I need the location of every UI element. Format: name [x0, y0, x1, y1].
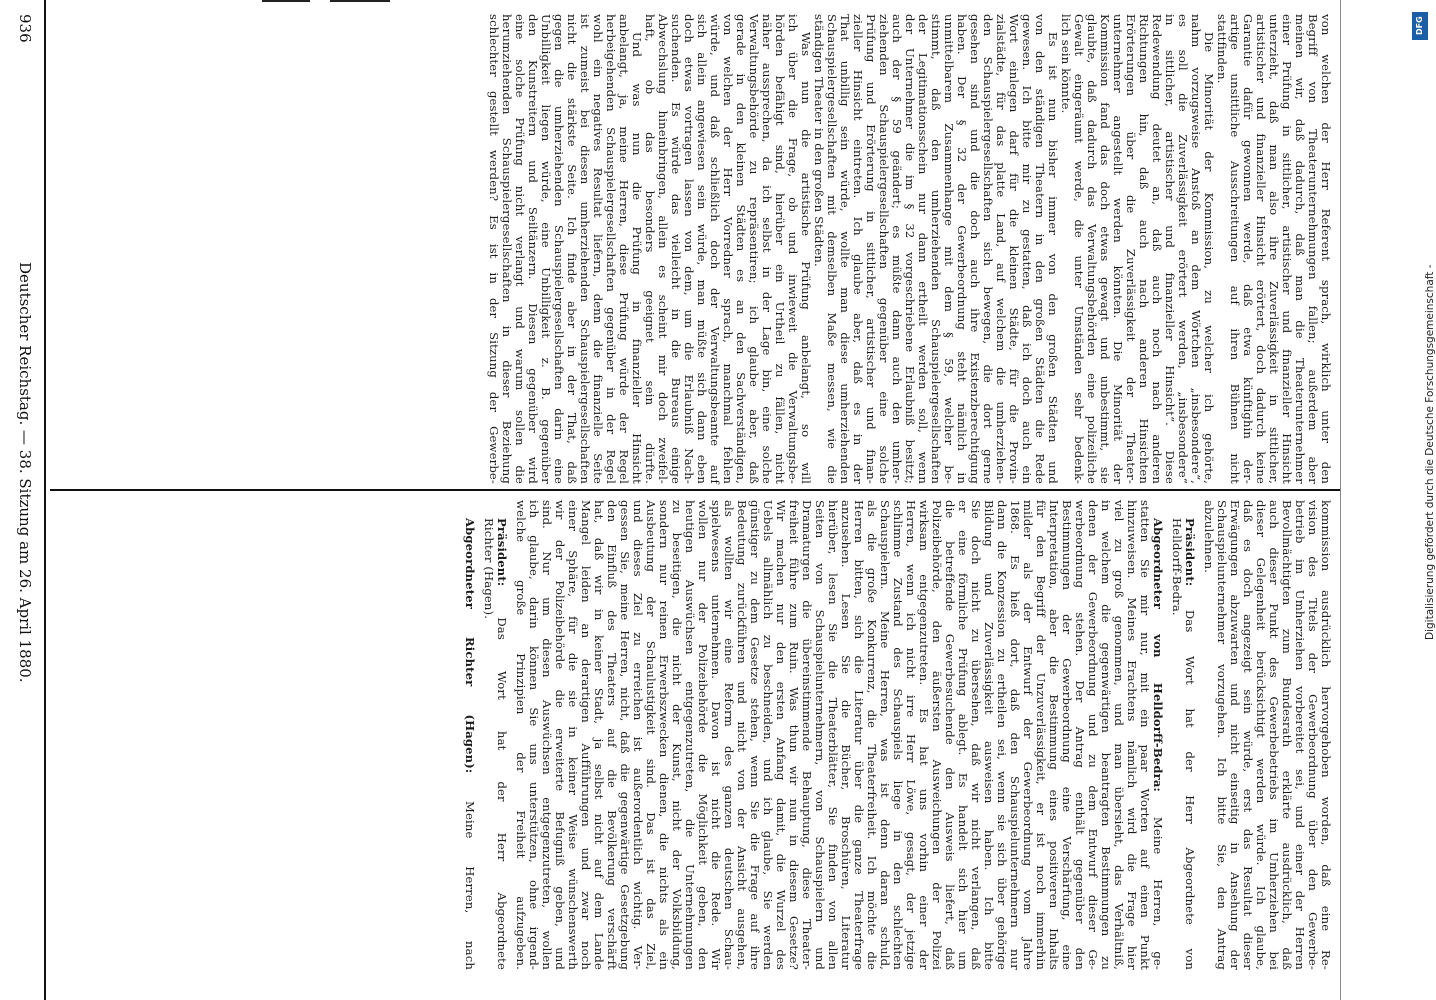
text-line: gessen Sie, meine Herren, nicht, daß die gegenwärtige Gesetzgebung	[618, 500, 632, 970]
text-line: Präsident: Das Wort hat der Herr Abgeordnete	[495, 518, 509, 970]
text-line: Bestimmungen der Gewerbeordnung eine Verschärfung, eine	[1060, 500, 1074, 970]
text-line: lich sein könnte.	[1059, 14, 1073, 114]
scan-edge-mark	[262, 0, 310, 2]
speaker-label: Präsident:	[1183, 518, 1197, 587]
text-line: auch der § 59 geändert; es müßte dann auch den umher-	[890, 14, 904, 484]
scan-edge-mark	[330, 0, 390, 2]
text-line: haben. Der § 32 der Gewerbeordnung steht nämlich in	[955, 14, 969, 484]
dfg-logo	[1412, 12, 1428, 40]
text-line: betrieb im Umherziehen vorbereitet sei, und einer der Herren	[1293, 500, 1307, 970]
text-line: der Legitimationsschein nur dann ertheilt werden soll, wenn	[916, 14, 930, 484]
text-line: in welchem die gegenwärtigen beantragten Bestimmungen zu	[1099, 500, 1113, 970]
text-line: Sie doch nicht zu übersehen, daß wir nicht verlangen, daß	[969, 500, 983, 970]
text-line: wohl ein negatives Resultat liefern, denn die finanzielle Seite	[591, 14, 605, 484]
text-line: Herren bitten, sich die Literatur über die ganze Theaterfrage	[852, 500, 866, 970]
text-line: Und was nun die Prüfung in finanzieller Hinsicht	[630, 32, 644, 484]
text-line: Garantie dafür gewonnen werde, daß etwa künftighin der-	[1241, 14, 1255, 484]
text-line: doch etwas vortragen lassen von dem, um die Erlaubniß Nach-	[682, 14, 696, 484]
text-line: herbeigehenden Schauspielergesellschaften gegenüber in der Regel	[604, 14, 618, 484]
text-line: von den ständigen Theatern in den großen Städten die Rede	[1033, 14, 1047, 484]
text-line: er eine förmliche Prüfung ablegt. Es handelt sich hier um	[956, 500, 970, 970]
text-line: Was nun die artistische Prüfung anbelangt, so will	[799, 32, 813, 484]
text-line: Helldorff-Bedra.	[1170, 518, 1184, 616]
text-line: von welchen der Herr Vorredner sprach, manchmal fehlen	[721, 14, 735, 484]
text-line: die betreffende Gewerbesuchende den Ausweis liefert, daß	[943, 500, 957, 970]
header-rule	[44, 0, 46, 1000]
text-line: sondern nur reinen Erwerbszwecken dienen, die nichts als ein	[657, 500, 671, 970]
text-line: artige unsittliche Ausschreitungen auf ihren Bühnen nicht	[1228, 14, 1242, 484]
text-line: günstiger zu dem Gesetze stehen, wenn Sie die Frage auf ihre	[748, 500, 762, 970]
text-line: welche große Prinzipien der Freiheit aufzugeben.	[514, 500, 528, 970]
text-line: den Schauspielergesellschaften sich bewegen, die dort gerne	[981, 14, 995, 484]
text-line: würde, und daß schließlich doch der Verwaltungsbeamte auf	[708, 14, 722, 484]
text-line: nahm vorzugsweise Anstoß an dem Wörtchen „insbesondere“,	[1189, 14, 1203, 484]
text-line: Abgeordneter Richter (Hagen): Meine Herren, nach	[463, 518, 477, 970]
text-line: dann die Konzession zu ertheilen sei, wenn sie sich über gehörige	[995, 500, 1009, 970]
text-line: Uebels allmählich zu beschneiden, und ich glaube, Sie werden	[761, 500, 775, 970]
text-line: abzulehnen.	[1202, 500, 1216, 574]
speaker-label: Abgeordneter von Helldorff-Bedra:	[1151, 518, 1165, 792]
text-line: ist zumeist bei diesen umherziehenden Schauspielergesellschaften	[578, 14, 592, 484]
speaker-label: Abgeordneter Richter (Hagen):	[463, 518, 477, 774]
text-line: Richtungen hin, daß auch nach anderen Hinsichten	[1137, 14, 1151, 484]
text-line: Bevollmächtigten zum Bundesrath erklärte ausdrücklich, daß	[1280, 500, 1294, 970]
text-line: anzusehen. Lesen Sie die Bücher, Broschüren, Literatur	[839, 500, 853, 970]
text-line: Unbilligkeit liegen würde, eine Unbilligkeit z. B. gegenüber	[539, 14, 553, 484]
page-number: 936	[16, 14, 34, 43]
text-line: meinen wir, daß dadurch, daß man die Theaterunternehmer	[1293, 14, 1307, 484]
text-column-right	[463, 500, 1332, 970]
section-rule	[1340, 0, 1341, 1000]
text-line: milder als der Entwurf der Gewerbeordnung vom Jahre	[1021, 500, 1035, 970]
text-line: hinzuweisen. Meines Erachtens nämlich wird die Frage hier	[1125, 500, 1139, 970]
text-line: den Einfluß des Theaters auf die Bevölkerung verschärft	[605, 500, 619, 970]
text-line: spielwesens unternehmen. Davon ist nicht die Rede. Wir	[709, 500, 723, 970]
text-line: statten Sie mir nur, mit ein paar Worten auf einen Punkt	[1138, 500, 1152, 970]
digitization-credit	[1424, 264, 1436, 640]
text-line: den Kunstreitern und Seiltänzern. Diesen gegenüber wird	[526, 14, 540, 484]
text-line: als wollten wir eine Reform des ganzen deutschen Schau-	[722, 500, 736, 970]
text-line: ständigen Theater in den großen Städten.	[812, 14, 826, 267]
text-line: in sittlicher, artistischer und finanzieller Hinsicht“. Diese	[1163, 14, 1177, 484]
text-line: Präsident: Das Wort hat der Herr Abgeordnete von	[1183, 518, 1197, 970]
text-line: ziehenden Schauspielergesellschaften gegenüber eine solche	[877, 14, 891, 484]
text-line: stimmt, daß den umherziehenden Schauspielergesellschaften	[929, 14, 943, 484]
text-line: vision des Titels der Gewerbeordnung über den Gewerbe-	[1306, 500, 1320, 970]
text-line: denen der Gewerbeordnung und zu dem Entwurf dieser Ge-	[1086, 500, 1100, 970]
text-line: wirksam entgegenzutreten. Es hat uns vorhin einer der	[917, 500, 931, 970]
running-title	[16, 262, 34, 962]
text-line: viel zu groß genommen, und man übersieht, das Verhältniß,	[1112, 500, 1126, 970]
text-line: unmittelbarem Zusammenhange mit dem § 59, welcher be-	[942, 14, 956, 484]
text-line: Redewendung deutet an, daß auch noch nach anderen	[1150, 14, 1164, 484]
text-line: sich allein angewiesen sein würde, man müßte sich dann eben	[695, 14, 709, 484]
text-line: zialstädte, für das platte Land, auf welchem die umherziehen-	[994, 14, 1008, 484]
running-title-text: Deutscher Reichstag. — 38. Sitzung am 26. April 1880.	[16, 262, 34, 683]
text-line: suchenden. Es würde das vielleicht in die Bureaus einige	[669, 14, 683, 484]
text-line: gerade in den kleinen Städten es an den Sachverständigen,	[734, 14, 748, 484]
text-line: eine solche Prüfung nicht verlangt und warum sollen die	[513, 14, 527, 484]
text-line: gegen die umherziehenden Schauspielergesellschaften darin eine	[552, 14, 566, 484]
text-line: Schauspielergesellschaften mit demselben Maße messen, wie die	[825, 14, 839, 484]
text-line: ich über die Frage, ob und inwieweit die Verwaltungsbe-	[786, 14, 800, 484]
text-line: Richter (Hagen).	[482, 518, 496, 620]
text-line: Schauspielunternehmer vorzugehen. Ich bitte Sie, den Antrag	[1215, 500, 1229, 970]
text-line: gesehen sind und die doch auch ihre Existenzberechtigung	[968, 14, 982, 484]
text-line: haft, ob das besonders geeignet sein dürfte.	[643, 14, 657, 484]
text-line: Abgeordneter von Helldorff-Bedra: Meine Herren, ge-	[1151, 518, 1165, 971]
text-line: Bildung und Zuverlässigkeit ausweisen haben. Ich bitte	[982, 500, 996, 970]
text-line: anbelangt, ja, meine Herren, diese Prüfung würde der Regel	[617, 14, 631, 484]
text-line: Wort einlegen darf für die kleinen Städte, für die Provin-	[1007, 14, 1021, 484]
text-line: Ausbeutung der Schaulustigkeit sind. Das ist das Ziel,	[644, 500, 658, 970]
text-line: Schauspielern. Meine Herren, was ist denn daran schuld,	[878, 500, 892, 970]
text-line: schlimme Zustand des Schauspiels liege in den schlechten	[891, 500, 905, 970]
text-line: hierüber, lesen Sie die Theaterblätter, Sie finden von allen	[826, 500, 840, 970]
text-line: Dramaturgen die übereinstimmende Behauptung, diese Theater-	[800, 500, 814, 970]
text-line: von welchen der Herr Referent sprach, wirklich unter den	[1319, 14, 1333, 484]
text-line: freiheit führe zum Ruin. Was thun wir nun in diesem Gesetze?	[787, 500, 801, 970]
text-line: auch dieser Punkt des Gewerbebetriebs im Umherziehen bei	[1267, 500, 1281, 970]
text-line: als die große Konkurrenz, die Theaterfreiheit. Ich möchte die	[865, 500, 879, 970]
text-line: Prüfung und Erörterung in sittlicher, artistischer und finan-	[864, 14, 878, 484]
text-line: kommission ausdrücklich hervorgehoben worden, daß eine Re-	[1319, 500, 1333, 970]
column-divider	[50, 489, 1340, 491]
text-line: Erwägungen abzuwarten und nicht einseitig in Ansehung der	[1228, 500, 1242, 970]
text-line: daß es doch angezeigt sein würde, erst das Resultat dieser	[1241, 500, 1255, 970]
text-line: zu beseitigen, die nicht der Kunst, nicht der Volksbildung,	[670, 500, 684, 970]
text-line: unterzieht, daß man also ihre Zuverlässigkeit in sittlicher,	[1267, 14, 1281, 484]
text-line: Seiten von Schauspielunternehmern, von Schauspielern und	[813, 500, 827, 970]
text-line: es soll die Zuverlässigkeit erörtert werden, „insbesondere“	[1176, 14, 1190, 484]
text-line: ich glaube, darin können Sie uns unterstützen, ohne irgend-	[527, 500, 541, 970]
text-line: Bedeutung zurückführen und nicht von der Ansicht ausgehen,	[735, 500, 749, 970]
text-line: Mangel leiden an derartigen Aufführungen und zwar noch	[579, 500, 593, 970]
text-line: schlechter gestellt werden? Es ist in der Sitzung der Gewerbe-	[487, 14, 501, 484]
dfg-logo-text: DFG	[1415, 16, 1424, 36]
text-line: unternehmer angestellt werden könnten. Die Minorität der	[1111, 14, 1125, 484]
text-line: der Unternehmer die im § 32 vorgeschriebene Erlaubniß besitzt;	[903, 14, 917, 484]
text-line: zieller Hinsicht eintreten. Ich glaube aber, daß es in der	[851, 14, 865, 484]
text-line: für den Begriff der Unzuverlässigkeit, er ist noch immerhin	[1034, 500, 1048, 970]
text-line: gewesen. Ich bitte mir zu gestatten, daß ich doch auch ein	[1020, 14, 1034, 484]
text-line: Verwaltungsbehörde zu repräsentiren; ich glaube aber, daß	[747, 14, 761, 484]
text-line: Herren, wenn ich nicht irre Herr Löwe, gesagt, der jetzige	[904, 500, 918, 970]
text-line: That unbillig sein würde, wollte man diese umherziehenden	[838, 14, 852, 484]
text-line: 1868. Es hieß dort, daß den Schauspielunternehmern nur	[1008, 500, 1022, 970]
text-line: näher aussprechen, da ich selbst in der Lage bin, eine solche	[760, 14, 774, 484]
text-line: Gewalt eingeräumt werde, die unter Umständen sehr bedenk-	[1072, 14, 1086, 484]
text-line: sind. Nur um diesen Auswüchsen entgegenzutreten, wollen	[540, 500, 554, 970]
text-line: wollen nur der Polizeibehörde die Möglichkeit geben, den	[696, 500, 710, 970]
text-line: herumziehenden Schauspielergesellschaften in dieser Beziehung	[500, 14, 514, 484]
text-line: stattfinden.	[1215, 14, 1229, 84]
text-line: Begriff von Theaterunternehmungen fallen; außerdem aber	[1306, 14, 1320, 484]
text-line: hat, daß wir in keiner Stadt, ja selbst nicht auf dem Lande	[592, 500, 606, 970]
text-line: nicht die stärkste Seite. Ich finde aber in der That, daß	[565, 14, 579, 484]
text-line: wir der Polizeibehörde die erweiterte Befugniß geben, und	[553, 500, 567, 970]
speaker-label: Präsident:	[495, 518, 509, 587]
credit-text: Digitalisierung gefördert durch die Deutsche Forschungsgemeinschaft -	[1424, 264, 1436, 640]
text-line: Interpretation, aber die Bestimmung eines positiveren Inhalts	[1047, 500, 1061, 970]
text-line: einer Sphäre, für die sie in keiner Weise wünschenswerth	[566, 500, 580, 970]
text-line: Polizeibehörde, den äußersten Ausweichungen der Polizei	[930, 500, 944, 970]
text-line: Es ist nun bisher immer von den großen Städten und	[1046, 32, 1060, 484]
text-line: dieser Gelegenheit berücksichtigt werden würde. Ich glaube,	[1254, 500, 1268, 970]
text-line: glaubte, daß dadurch das Verwaltungsbehörden eine polizeiliche	[1085, 14, 1099, 484]
text-line: einer Prüfung in sittlicher, artistischer und finanzieller Hinsicht	[1280, 14, 1294, 484]
text-column-left	[487, 14, 1332, 484]
text-line: artistischer und finanzieller Hinsicht erörtert, doch dadurch keine	[1254, 14, 1268, 484]
text-line: Die Minorität der Kommission, zu welcher ich gehörte,	[1202, 32, 1216, 484]
text-line: und dieses Ziel zu erreichen ist außerordentlich wichtig. Ver-	[631, 500, 645, 970]
text-line: hörden befähigt sind, hierüber ein Urtheil zu fällen, nicht	[773, 14, 787, 484]
text-line: Erörterungen über die Zuverlässigkeit der Theater-	[1124, 14, 1138, 484]
text-line: Kommission fand das doch etwas gewagt und unbestimmt, sie	[1098, 14, 1112, 484]
text-line: Wir machen nur den ersten Anfang damit, die Wurzel des	[774, 500, 788, 970]
text-line: heutigen Auswüchsen entgegenzutreten, die Unternehmungen	[683, 500, 697, 970]
text-line: werbeordnung stehen. Der Antrag enthält gegenüber den	[1073, 500, 1087, 970]
text-line: Abwechslung hineinbringen, allein es scheint mir doch zweifel-	[656, 14, 670, 484]
